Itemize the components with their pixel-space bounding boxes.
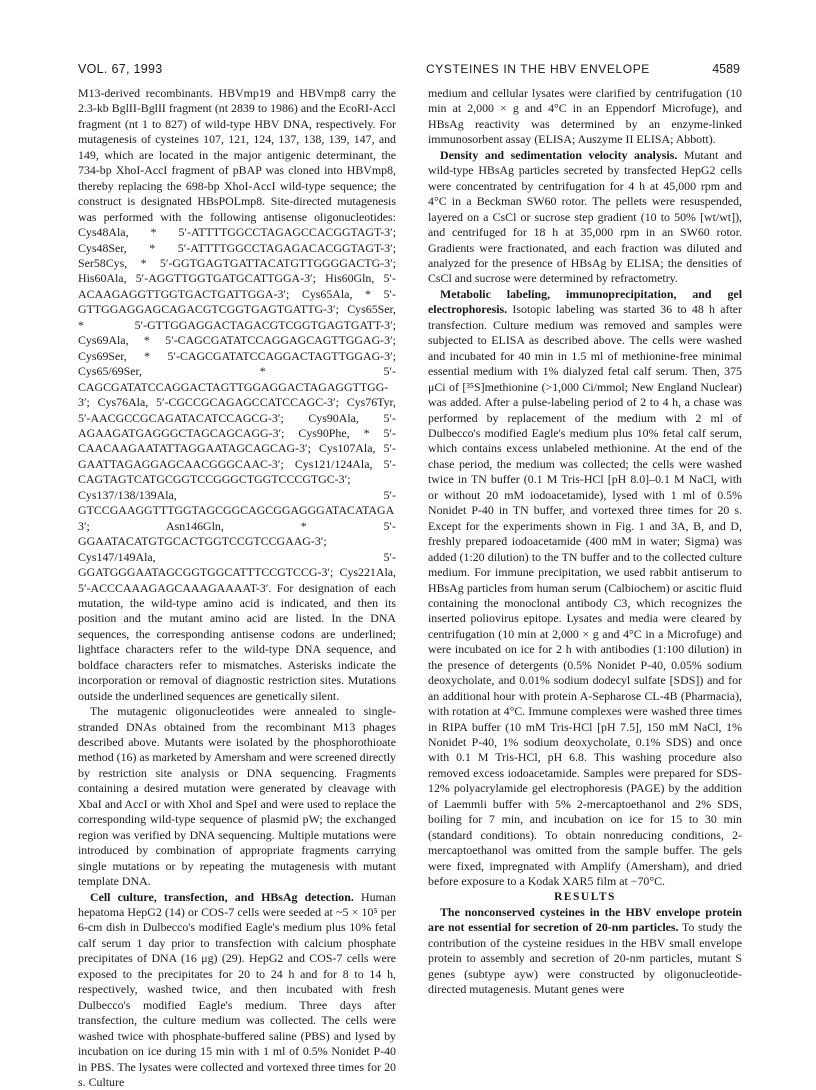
methods-paragraph-density bbox=[428, 148, 742, 287]
methods-paragraph-labeling bbox=[428, 287, 742, 890]
labeling-text: Isotopic labeling was started 36 to 48 h after transfection. Culture medium was removed and samples were subjected to ELISA as described above. The cells were washed and incubated for 40 min in 1.5 ml of methionine-free minimal essential medium with 1% dialyzed fetal calf serum. Then, 375 μCi of [³⁵S]methionine (>1,000 Ci/mmol; New England Nuclear) was added. After a pulse-labeling period of 2 to 4 h, a chase was performed by replacement of the medium with 2 ml of Dulbecco's modified Eagle's medium plus 10% fetal calf serum, which contains excess unlabeled methionine. At the end of the chase period, the medium was collected; the cells were washed twice in TN buffer (0.1 M Tris-HCl [pH 8.0]–0.1 M NaCl, with or without 20 mM iodoacetamide), lysed with 1 ml of 0.5% Nonidet P-40 in TN buffer, and vortexed three times for 20 s. Except for the experiments shown in Fig. 1 and 3A, B, and D, freshly prepared iodoacetamide (400 mM in water; Sigma) was added (1:20 dilution) to the TN buffer and to the collected culture medium. For immune precipitation, we used rabbit antiserum to HBsAg particles from human serum (Calbiochem) or ascitic fluid containing the monoclonal antibody C3, which recognizes the inserted poliovirus epitope. Lysates and media were cleared by centrifugation (10 min at 2,000 × g and 4°C in a Microfuge) and were incubated on ice for 2 h with antibodies (1:100 dilution) in the presence of detergents (0.5% Nonidet P-40, 0.05% sodium deoxycholate, and 0.01% sodium dodecyl sulfate [SDS]) and for an additional hour with protein A-Sepharose CL-4B (Pharmacia), with rotation at 4°C. Immune complexes were washed three times in RIPA buffer (10 mM Tris-HCl [pH 7.5], 150 mM NaCl, 1% Nonidet P-40, 1% sodium deoxycholate, 0.1% SDS) and once with 0.1 M Tris-HCl, pH 6.8. This washing procedure also removed excess iodoacetamide. Samples were prepared for SDS-12% polyacrylamide gel electrophoresis (PAGE) by the addition of Laemmli buffer with 5% 2-mercaptoethanol and 2% SDS, boiling for 7 min, and incubation on ice for 15 to 30 min (standard conditions). To obtain nonreducing conditions, 2-mercaptoethanol was omitted from the sample buffer. The gels were fixed, impregnated with Amplify (Amersham), and dried before exposure to a Kodak XAR5 film at −70°C. bbox=[428, 302, 742, 889]
page-number: 4589 bbox=[712, 62, 740, 76]
section-heading-labeling: Metabolic labeling, immunoprecipitation, and gel electrophoresis. bbox=[428, 286, 742, 317]
section-heading-results-1: The nonconserved cysteines in the HBV envelope protein are not essential for secretion of 20-nm particles. bbox=[428, 905, 742, 935]
running-header bbox=[78, 62, 740, 80]
section-heading-cell-culture: Cell culture, transfection, and HBsAg detection. bbox=[90, 889, 354, 904]
methods-paragraph-mutant-isolation: The mutagenic oligonucleotides were annealed to single-stranded DNAs obtained from the recombinant M13 phages described above. Mutants were isolated by the phosphorothioate method (16) as marketed by Amersham and were screened directly by restriction site analysis or DNA sequencing. Fragments containing a desired mutation were generated by cleavage with XbaI and AccI or with XhoI and SpeI and were used to replace the corresponding wild-type sequence of plasmid pW; the exchanged region was verified by DNA sequencing. Multiple mutations were introduced by combination of appropriate fragments carrying single mutations or by repeating the mutagenesis with mutant template DNA. bbox=[78, 704, 396, 889]
right-column bbox=[428, 86, 742, 998]
results-text-1: To study the contribution of the cysteine residues in the HBV small envelope protein to assembly and secretion of 20-nm particles, mutant S genes (subtype ayw) were constructed by oligonucleotide-directed mutagenesis. Mutant genes were bbox=[428, 920, 742, 997]
methods-paragraph-cell-culture bbox=[78, 890, 396, 1090]
cell-culture-text: Human hepatoma HepG2 (14) or COS-7 cells were seeded at ~5 × 10⁵ per 6-cm dish in Dulbecco's modified Eagle's medium plus 10% fetal calf serum 1 day prior to transfection with calcium phosphate precipitates of DNA (16 μg) (29). HepG2 and COS-7 cells were exposed to the precipitates for 20 to 24 h and for 8 to 14 h, respectively, washed twice, and then incubated with fresh Dulbecco's modified Eagle's medium. Three days after transfection, the culture medium was collected. The cells were washed twice with phosphate-buffered saline (PBS) and lysed by incubation on ice during 15 min with 1 ml of 0.5% Nonidet P-40 in PBS. The lysates were collected and vortexed three times for 20 s. Culture bbox=[78, 889, 396, 1089]
results-heading: RESULTS bbox=[554, 890, 616, 903]
running-title: CYSTEINES IN THE HBV ENVELOPE bbox=[426, 62, 650, 76]
methods-paragraph-mutagenesis: M13-derived recombinants. HBVmp19 and HBVmp8 carry the 2.3-kb BglII-BglII fragment (nt 2839 to 1986) and the EcoRI-AccI fragment (nt 1 to 827) of wild-type HBV DNA, respectively. For mutagenesis of cysteines 107, 121, 124, 137, 138, 139, 147, and 149, which are located in the major antigenic determinant, the 734-bp XhoI-AccI fragment of pBAP was cloned into HBVmp8, thereby replacing the 698-bp XhoI-AccI wild-type sequence; the construct is designated HBsPOLmp8. Site-directed mutagenesis was performed with the following antisense oligonucleotides: Cys48Ala, * 5′-ATTTTGGCCTAGAGCCACGGTAGT-3′; Cys48Ser, * 5′-ATTTTGGCCTAGAGACACGGTAGT-3′; Ser58Cys, * 5′-GGTGAGTGATTACATGTTGGGGACTG-3′; His60Ala, 5′-AGGTTGGTGATGCATTGGA-3′; His60Gln, 5′-ACAAGAGGTTGGTGACTGATTGGA-3′; Cys65Ala, * 5′-GTTGGAGGAGCAGACGTCGGTGAGTGATTG-3′; Cys65Ser, * 5′-GTTGGAGGACTAGACGTCGGTGAGTGATT-3′; Cys69Ala, * 5′-CAGCGATATCCAGGAGCAGTTGGAG-3′; Cys69Ser, * 5′-CAGCGATATCCAGGACTAGTTGGAG-3′; Cys65/69Ser, * 5′-CAGCGATATCCAGGACTAGTTGGAGGACTAGAGGTTGG-3′; Cys76Ala, 5′-CGCCGCAGAGCCATCCAGC-3′; Cys76Tyr, 5′-AACGCCGCAGATACATCCAGCG-3′; Cys90Ala, 5′-AGAAGATGAGGGCTAGCAGCAGG-3′; Cys90Phe, * 5′-CAACAAGAATATTAGGAATAGCAGCAG-3′; Cys107Ala, 5′-GAATTAGAGGAGCAACGGGCAAC-3′; Cys121/124Ala, 5′-CAGTAGTCATGCGGTCCGGGCTGGTCCCGTGC-3′; Cys137/138/139Ala, 5′-GTCCGAAGGTTTGGTAGCGGCAGCGGAGGGATACATAGA 3′; Asn146Gln, * 5′-GGAATACATGTGCACTGGTCCGTCCGAAG-3′; Cys147/149Ala, 5′-GGATGGGAATAGCGGTGGCATTTCCGTCCG-3′; Cys221Ala, 5′-ACCCAAAGAGCAAAGAAAAT-3′. For designation of each mutation, the wild-type amino acid is indicated, and then its position and the mutant amino acid are listed. In the DNA sequences, the corresponding antisense codons are underlined; lightface characters refer to the wild-type DNA sequence, and boldface characters refer to mismatches. Asterisks indicate the incorporation or removal of diagnostic restriction sites. Mutations outside the underlined sequences are genetically silent. bbox=[78, 86, 396, 703]
methods-paragraph-elisa: medium and cellular lysates were clarified by centrifugation (10 min at 2,000 × g and 4°C in an Eppendorf Microfuge), and HBsAg reactivity was determined by an enzyme-linked immunosorbent assay (ELISA; Auszyme II ELISA; Abbott). bbox=[428, 86, 742, 147]
results-paragraph-1 bbox=[428, 905, 742, 998]
left-column bbox=[78, 86, 396, 1090]
journal-volume: VOL. 67, 1993 bbox=[78, 62, 163, 76]
density-text: Mutant and wild-type HBsAg particles secreted by transfected HepG2 cells were concentrated by centrifugation for 4 h at 45,000 rpm and 4°C in a Beckman SW60 rotor. The pellets were resuspended, layered on a CsCl or sucrose step gradient (10 to 50% [wt/wt]), and centrifuged for 18 h at 35,000 rpm in an SW60 rotor. Gradients were fractionated, and each fraction was diluted and analyzed for the presence of HBsAg by ELISA; the densities of CsCl and sucrose were determined by refractometry. bbox=[428, 147, 742, 286]
section-heading-density: Density and sedimentation velocity analysis. bbox=[440, 147, 678, 162]
